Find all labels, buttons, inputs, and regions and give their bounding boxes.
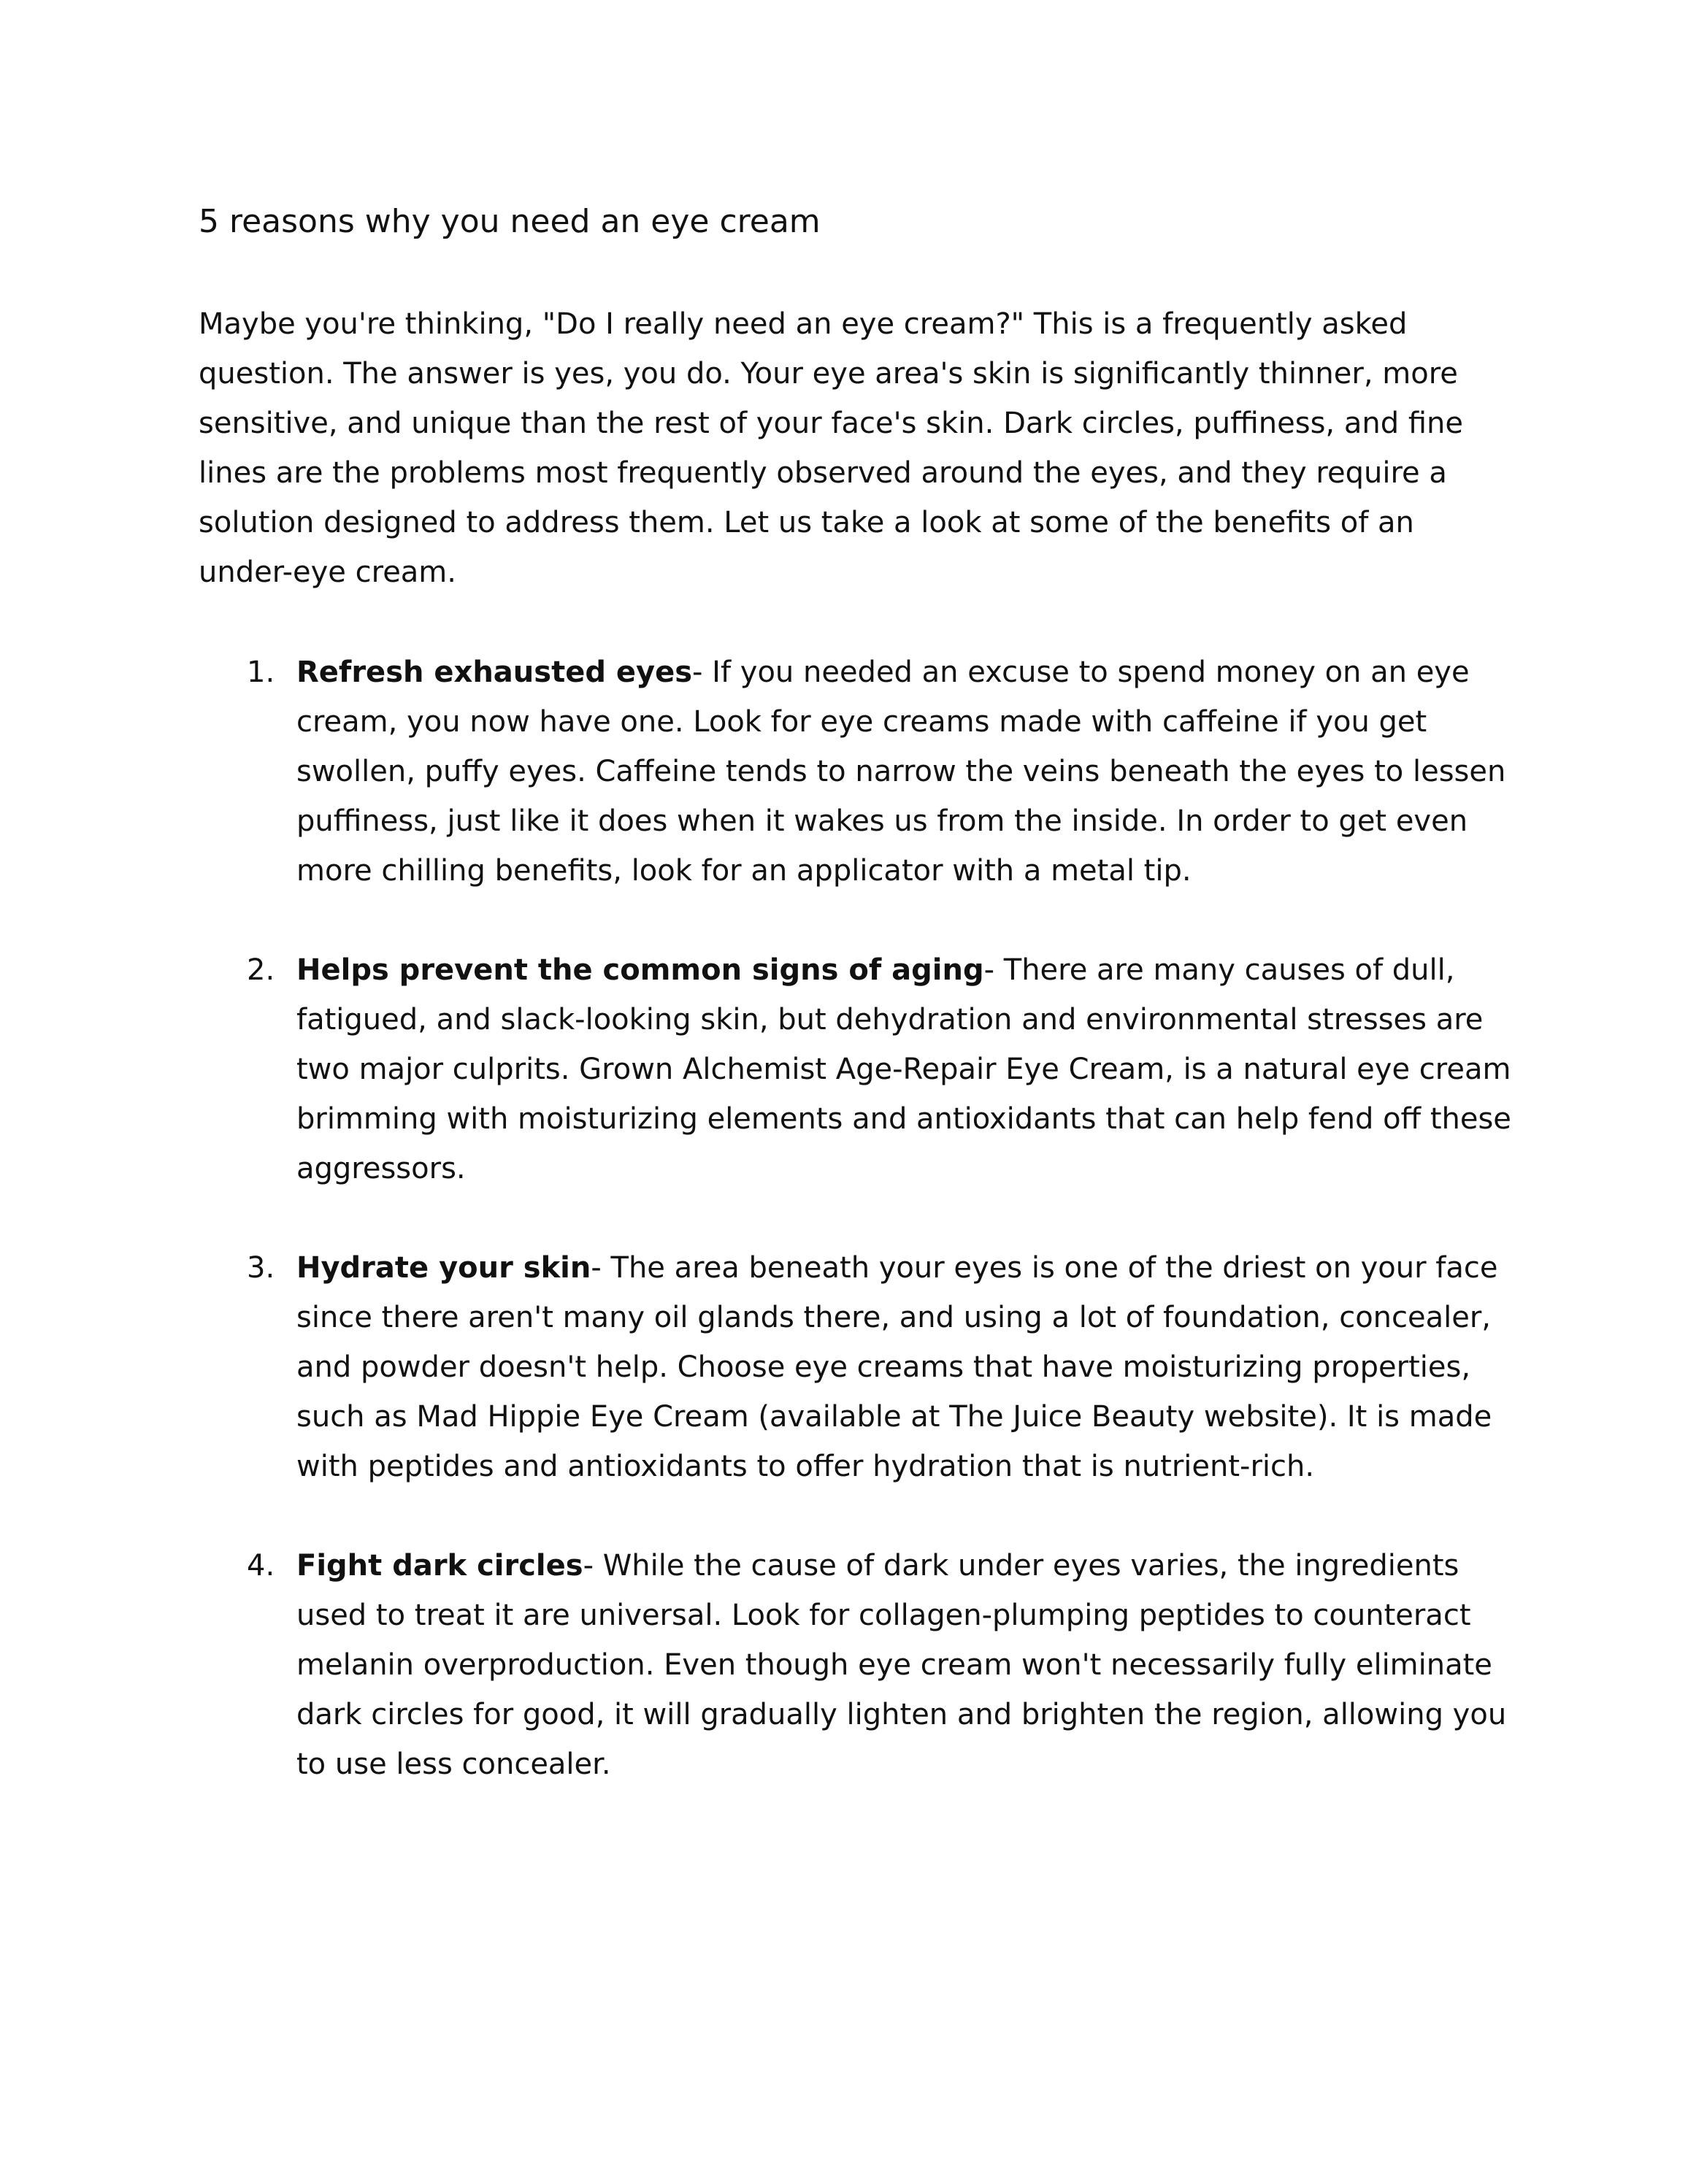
reason-number: 2.: [247, 953, 275, 987]
reason-number: 4.: [247, 1549, 275, 1583]
document-title: 5 reasons why you need an eye cream: [199, 203, 821, 240]
reason-title: Helps prevent the common signs of aging: [296, 953, 984, 987]
reason-title: Fight dark circles: [296, 1549, 583, 1583]
reason-text: - If you needed an excuse to spend money on an eye cream, you now have one. Look for eye creams made with caffeine if you get swollen, puffy eyes. Caffeine tends to narrow the veins beneath the eyes to lessen puffiness, just like it does when it wakes us from the inside. In order to get even more chilling benefits, look for an applicator with a metal tip.: [296, 655, 1506, 888]
reason-number: 1.: [247, 655, 275, 689]
reason-item: [199, 647, 1527, 896]
reason-item: [199, 945, 1527, 1193]
reason-text: - While the cause of dark under eyes varies, the ingredients used to treat it are universal. Look for collagen-plumping peptides to counteract melanin overproduction. Even though eye cream won't necessarily fully eliminate dark circles for good, it will gradually lighten and brighten the region, allowing you to use less concealer.: [296, 1549, 1507, 1781]
intro-paragraph: Maybe you're thinking, "Do I really need an eye cream?" This is a frequently asked question. The answer is yes, you do. Your eye area's skin is significantly thinner, more sensitive, and unique than the rest of your face's skin. Dark circles, puffiness, and fine lines are the problems most frequently observed around the eyes, and they require a solution designed to address them. Let us take a look at some of the benefits of an under-eye cream.: [199, 307, 1463, 589]
reason-text: - The area beneath your eyes is one of the driest on your face since there aren't many oil glands there, and using a lot of foundation, concealer, and powder doesn't help. Choose eye creams that have moisturizing properties, such as Mad Hippie Eye Cream (available at The Juice Beauty website). It is made with peptides and antioxidants to offer hydration that is nutrient-rich.: [296, 1251, 1498, 1483]
reason-number: 3.: [247, 1251, 275, 1285]
reason-item: [199, 1243, 1527, 1491]
reason-text: - There are many causes of dull, fatigued, and slack-looking skin, but dehydration and environmental stresses are two major culprits. Grown Alchemist Age-Repair Eye Cream, is a natural eye cream brimming with moisturizing elements and antioxidants that can help fend off these aggressors.: [296, 953, 1511, 1185]
reasons-list: [199, 647, 1527, 1839]
reason-item: [199, 1541, 1527, 1789]
reason-title: Hydrate your skin: [296, 1251, 591, 1285]
reason-title: Refresh exhausted eyes: [296, 655, 693, 689]
